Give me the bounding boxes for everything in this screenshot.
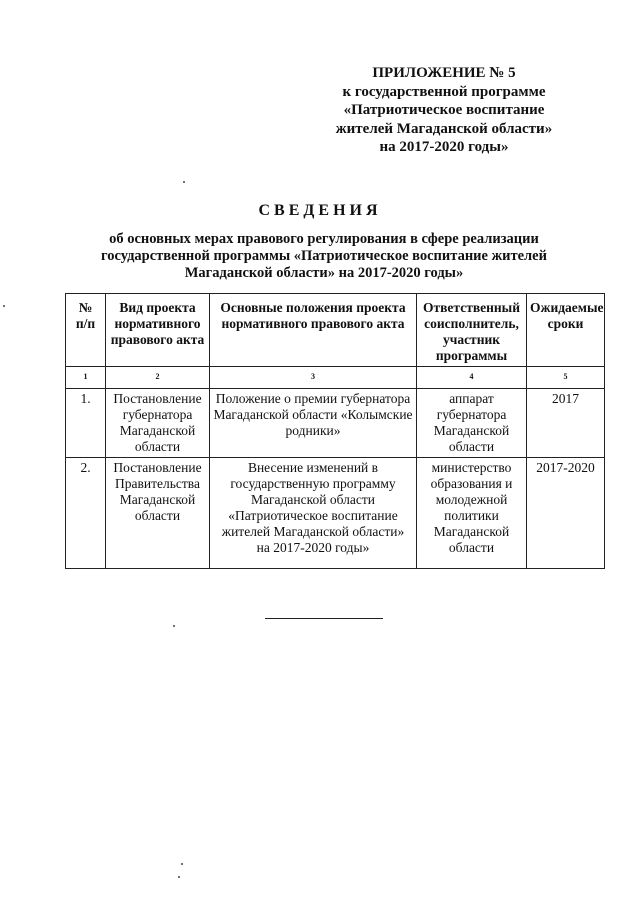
cell-text-line: на 2017-2020 годы» xyxy=(256,540,370,555)
cell-text-line: жителей Магаданской области» xyxy=(221,524,405,539)
cell-text-line: Правительства xyxy=(115,476,200,491)
row-act-type xyxy=(106,389,210,458)
row-executor xyxy=(417,389,527,458)
subtitle-line: Магаданской области» на 2017-2020 годы» xyxy=(184,265,464,281)
row-term: 2017-2020 xyxy=(527,458,605,569)
cell-text-line: «Патриотическое воспитание xyxy=(228,508,398,523)
cell-text-line: области xyxy=(134,439,181,454)
column-number: 5 xyxy=(527,367,605,389)
header-number xyxy=(66,294,106,367)
cell-text-line: Ожидаемые xyxy=(530,300,604,315)
cell-text-line: губернатора xyxy=(436,407,507,422)
cell-text-line: сроки xyxy=(547,316,584,331)
cell-text-line: программы xyxy=(435,348,508,363)
header-provisions xyxy=(210,294,417,367)
cell-text-line: политики xyxy=(444,508,499,523)
header-term xyxy=(527,294,605,367)
cell-text-line: Магаданской области «Колымские xyxy=(213,407,413,422)
column-number: 3 xyxy=(210,367,417,389)
subtitle-line: об основных мерах правового регулирования в сфере реализации xyxy=(109,231,539,247)
cell-text-line: правового акта xyxy=(110,332,205,347)
row-provisions xyxy=(210,458,417,569)
row-number: 1. xyxy=(66,389,106,458)
appendix-line: ПРИЛОЖЕНИЕ № 5 xyxy=(372,65,516,81)
cell-text-line: Магаданской xyxy=(119,492,196,507)
appendix-line: к государственной программе xyxy=(342,83,546,100)
row-number: 2. xyxy=(66,458,106,569)
row-provisions xyxy=(210,389,417,458)
table-header-row xyxy=(66,294,605,367)
cell-text-line: Магаданской xyxy=(433,423,510,438)
cell-text-line: п/п xyxy=(75,316,96,331)
cell-text-line: Магаданской xyxy=(433,524,510,539)
cell-text-line: нормативного правового акта xyxy=(221,316,405,331)
scan-speck xyxy=(173,625,175,627)
cell-text-line: соисполнитель, xyxy=(424,316,519,331)
appendix-line: «Патриотическое воспитание xyxy=(343,102,545,118)
cell-text-line: Положение о премии губернатора xyxy=(215,391,411,406)
appendix-line: на 2017-2020 годы» xyxy=(379,139,509,155)
scan-speck xyxy=(178,876,180,878)
cell-text-line: Магаданской области xyxy=(251,492,375,507)
closing-rule xyxy=(265,618,383,619)
cell-text-line: молодежной xyxy=(435,492,508,507)
cell-text-line: участник xyxy=(442,332,501,347)
column-number: 2 xyxy=(106,367,210,389)
scan-speck xyxy=(3,305,5,307)
cell-text-line: Вид проекта xyxy=(119,300,196,315)
document-subtitle xyxy=(90,231,558,282)
column-number: 4 xyxy=(417,367,527,389)
cell-text-line: области xyxy=(448,439,495,454)
subtitle-line: государственной программы «Патриотическое воспитание жителей xyxy=(101,248,547,264)
measures-table xyxy=(65,293,605,569)
appendix-line: жителей Магаданской области» xyxy=(335,120,553,137)
cell-text-line: Внесение изменений в xyxy=(247,460,379,475)
row-act-type xyxy=(106,458,210,569)
cell-text-line: области xyxy=(448,540,495,555)
row-term: 2017 xyxy=(527,389,605,458)
cell-text-line: образования и xyxy=(430,476,513,491)
table-row xyxy=(66,458,605,569)
cell-text-line: министерство xyxy=(431,460,512,475)
document-title: СВЕДЕНИЯ xyxy=(258,202,382,219)
cell-text-line: № xyxy=(78,300,93,315)
cell-text-line: родники» xyxy=(285,423,341,438)
cell-text-line: губернатора xyxy=(122,407,193,422)
appendix-header xyxy=(300,64,588,157)
row-executor xyxy=(417,458,527,569)
cell-text-line: Основные положения проекта xyxy=(220,300,406,315)
cell-text-line: аппарат xyxy=(449,391,494,406)
column-number: 1 xyxy=(66,367,106,389)
scan-speck xyxy=(183,181,185,183)
cell-text-line: государственную программу xyxy=(230,476,396,491)
cell-text-line: нормативного xyxy=(114,316,201,331)
cell-text-line: области xyxy=(134,508,181,523)
scan-speck xyxy=(181,863,183,865)
column-numbers-row xyxy=(66,367,605,389)
cell-text-line: Магаданской xyxy=(119,423,196,438)
cell-text-line: Ответственный xyxy=(423,300,520,315)
cell-text-line: Постановление xyxy=(113,460,202,475)
table-row xyxy=(66,389,605,458)
cell-text-line: Постановление xyxy=(113,391,202,406)
header-executor xyxy=(417,294,527,367)
header-act-type xyxy=(106,294,210,367)
